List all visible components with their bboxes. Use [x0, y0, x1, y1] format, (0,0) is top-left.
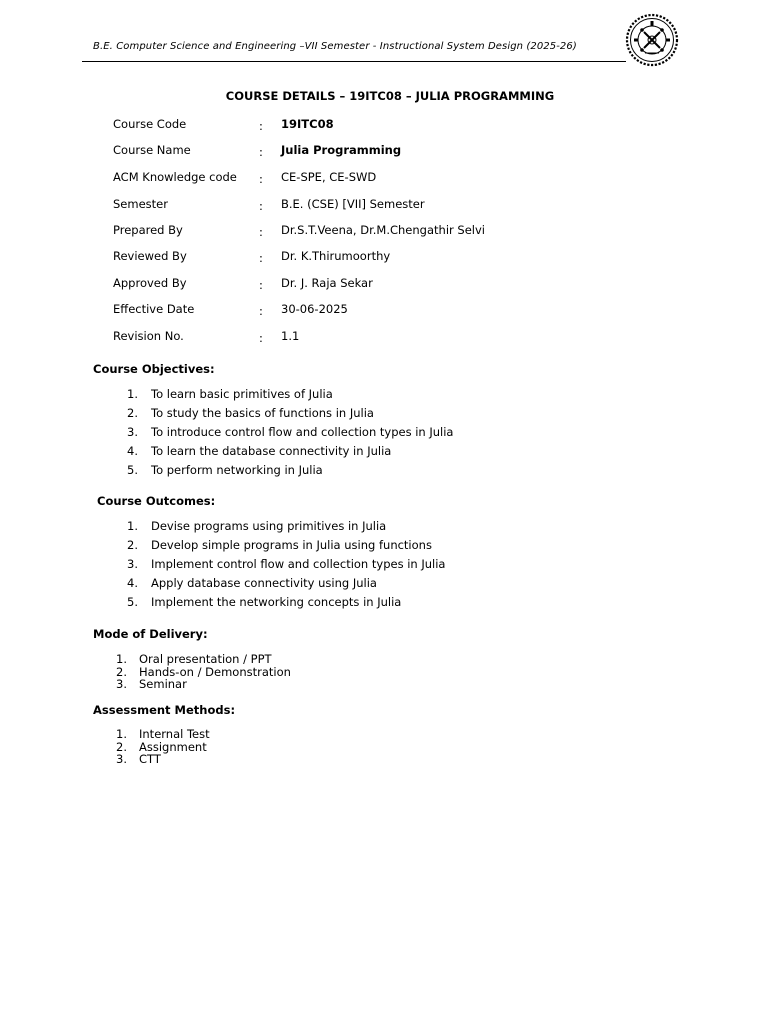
detail-colon: :	[259, 145, 263, 159]
list-text: To perform networking in Julia	[151, 463, 323, 477]
list-number: 1.	[116, 652, 127, 666]
course-details-title: COURSE DETAILS – 19ITC08 – JULIA PROGRAMMING	[225, 89, 555, 103]
list-number: 4.	[127, 576, 138, 590]
list-number: 2.	[116, 664, 127, 679]
detail-label: Revision No.	[113, 329, 184, 343]
header-divider	[82, 61, 626, 62]
detail-value: Julia Programming	[281, 143, 402, 157]
list-number: 1.	[116, 727, 127, 741]
detail-value: Dr. K.Thirumoorthy	[281, 249, 391, 263]
list-item	[93, 678, 291, 691]
list-number: 2.	[127, 406, 138, 420]
list-number: 3.	[127, 557, 138, 571]
delivery-heading: Mode of Delivery:	[93, 627, 208, 641]
list-item	[93, 444, 453, 463]
detail-value: B.E. (CSE) [VII] Semester	[281, 197, 425, 211]
detail-label: Effective Date	[113, 302, 195, 316]
list-item	[93, 406, 453, 425]
list-text: To study the basics of functions in Julia	[151, 406, 374, 420]
list-text: Develop simple programs in Julia using functions	[151, 538, 432, 552]
assessment-heading: Assessment Methods:	[93, 703, 236, 717]
delivery-list	[93, 653, 291, 691]
detail-label: Prepared By	[113, 223, 183, 237]
detail-value: 1.1	[281, 329, 300, 343]
list-number: 3.	[116, 752, 127, 767]
detail-label: ACM Knowledge code	[113, 170, 237, 184]
outcomes-heading: Course Outcomes:	[97, 494, 216, 508]
list-number: 5.	[127, 595, 138, 609]
detail-colon: :	[259, 278, 263, 292]
detail-label: Approved By	[113, 276, 187, 290]
detail-value: Dr. J. Raja Sekar	[281, 276, 373, 290]
detail-colon: :	[259, 304, 263, 318]
detail-value: CE-SPE, CE-SWD	[281, 170, 377, 184]
list-item	[93, 595, 445, 614]
detail-label: Course Name	[113, 143, 191, 157]
list-text: Assignment	[139, 739, 207, 754]
list-item	[93, 557, 445, 576]
list-number: 3.	[116, 677, 127, 692]
detail-label: Course Code	[113, 117, 187, 131]
objectives-list	[93, 387, 453, 482]
list-number: 3.	[127, 425, 138, 439]
list-number: 1.	[127, 387, 138, 401]
detail-colon: :	[259, 251, 263, 265]
outcomes-list	[93, 519, 445, 614]
list-text: Seminar	[139, 677, 187, 692]
detail-colon: :	[259, 225, 263, 239]
list-item	[93, 425, 453, 444]
list-number: 5.	[127, 463, 138, 477]
detail-label: Reviewed By	[113, 249, 187, 263]
list-text: Apply database connectivity using Julia	[151, 576, 377, 590]
list-text: Implement the networking concepts in Julia	[151, 595, 402, 609]
list-text: CTT	[139, 752, 161, 767]
list-text: Devise programs using primitives in Julia	[151, 519, 387, 533]
list-text: Implement control flow and collection types in Julia	[151, 557, 446, 571]
list-item	[93, 576, 445, 595]
list-text: To introduce control flow and collection types in Julia	[151, 425, 454, 439]
detail-value: 19ITC08	[281, 117, 334, 131]
detail-colon: :	[259, 119, 263, 133]
list-text: To learn the database connectivity in Julia	[151, 444, 392, 458]
list-number: 2.	[127, 538, 138, 552]
detail-colon: :	[259, 172, 263, 186]
detail-colon: :	[259, 199, 263, 213]
list-text: Internal Test	[139, 727, 210, 741]
detail-value: 30-06-2025	[281, 302, 348, 316]
list-item	[93, 463, 453, 482]
detail-value: Dr.S.T.Veena, Dr.M.Chengathir Selvi	[281, 223, 485, 237]
list-text: Hands-on / Demonstration	[139, 664, 291, 679]
list-text: To learn basic primitives of Julia	[151, 387, 333, 401]
detail-colon: :	[259, 331, 263, 345]
list-text: Oral presentation / PPT	[139, 652, 272, 666]
list-item	[93, 387, 453, 406]
detail-label: Semester	[113, 197, 168, 211]
list-item	[93, 753, 210, 766]
page-header-text: B.E. Computer Science and Engineering –VII Semester - Instructional System Design (2025-26)	[93, 41, 577, 52]
objectives-heading: Course Objectives:	[93, 362, 215, 376]
list-item	[93, 519, 445, 538]
list-item	[93, 538, 445, 557]
assessment-list	[93, 728, 210, 766]
list-number: 1.	[127, 519, 138, 533]
institution-seal-icon	[624, 12, 680, 68]
list-number: 4.	[127, 444, 138, 458]
list-number: 2.	[116, 739, 127, 754]
